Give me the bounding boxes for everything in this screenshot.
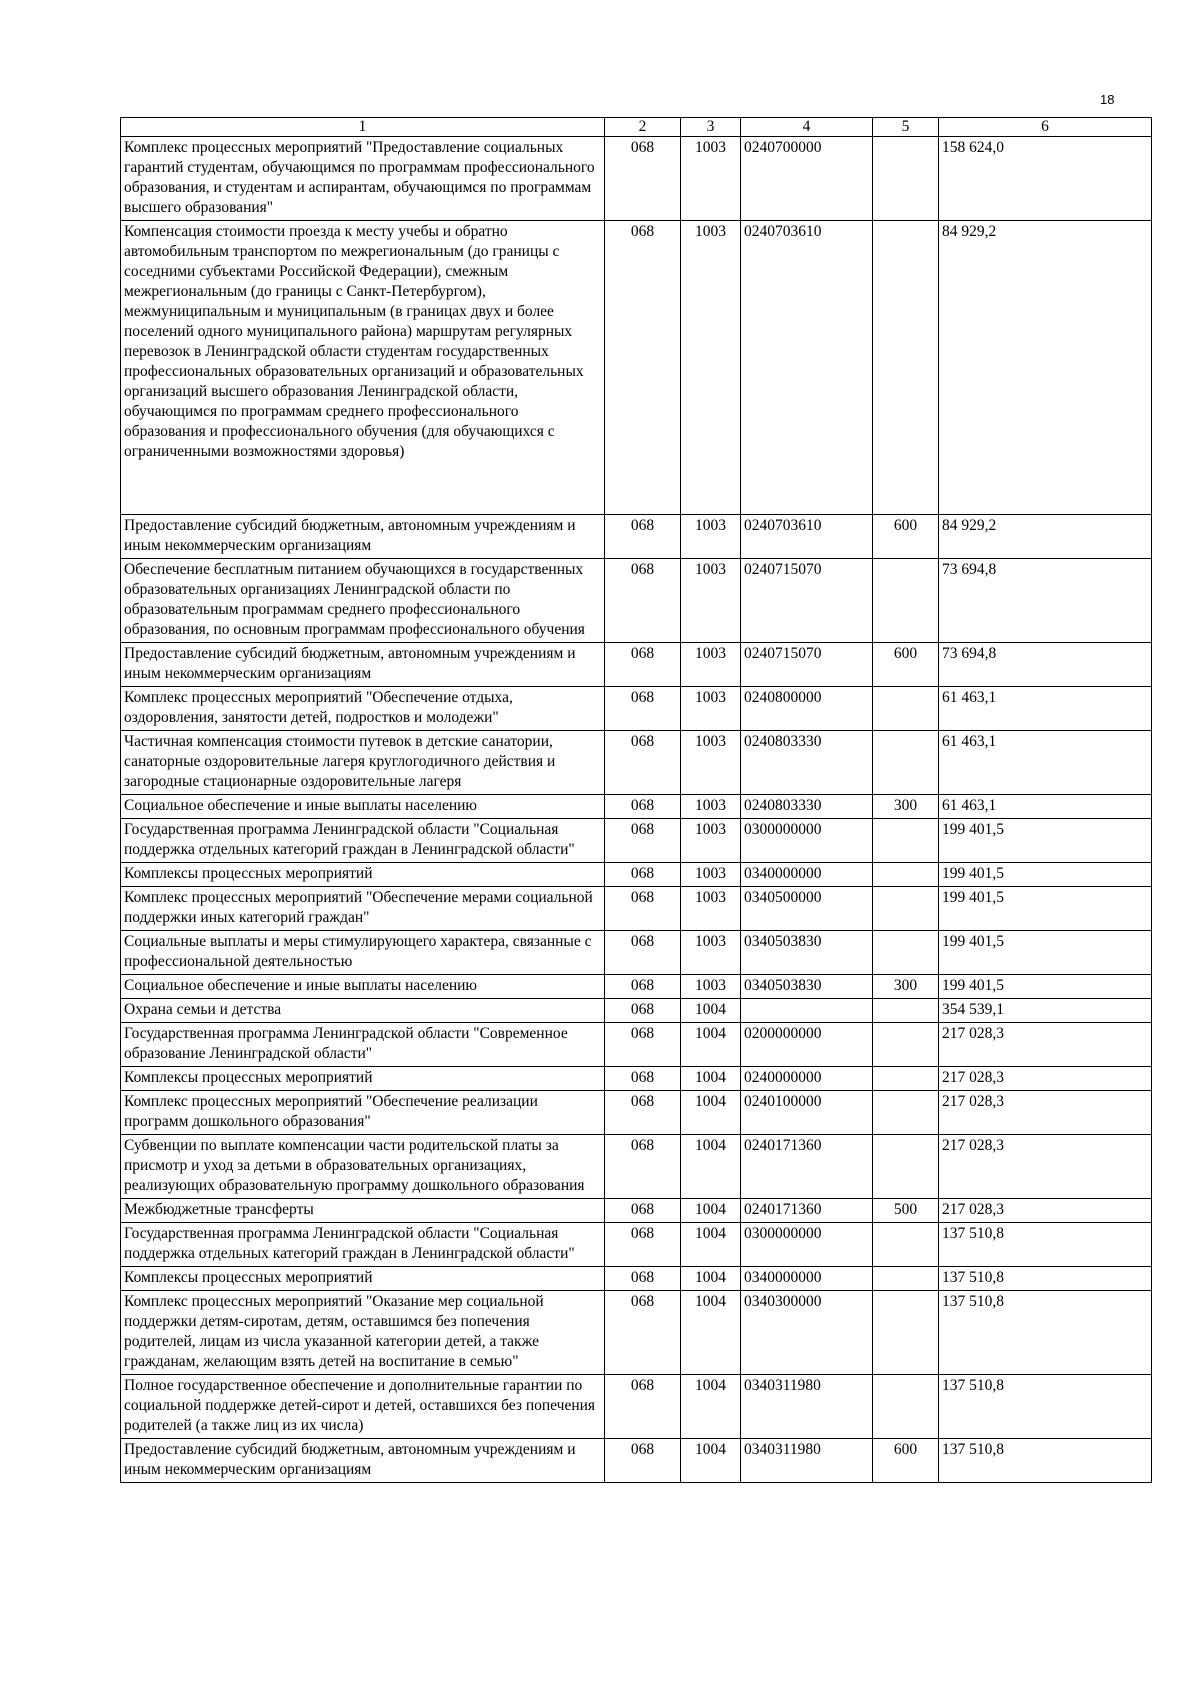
cell-target-code: 0240000000 <box>741 1067 873 1091</box>
cell-section-code: 1003 <box>681 687 741 731</box>
cell-amount: 217 028,3 <box>939 1135 1152 1199</box>
cell-target-code: 0300000000 <box>741 1223 873 1267</box>
table-body <box>121 137 1152 1483</box>
cell-target-code: 0240703610 <box>741 515 873 559</box>
cell-ministry-code: 068 <box>605 731 681 795</box>
cell-expense-type <box>873 731 939 795</box>
column-header-5: 5 <box>873 118 939 137</box>
cell-target-code: 0340311980 <box>741 1375 873 1439</box>
cell-expense-type <box>873 931 939 975</box>
table-row <box>121 999 1152 1023</box>
cell-expense-type <box>873 1291 939 1375</box>
cell-expense-type: 600 <box>873 643 939 687</box>
table-row <box>121 1439 1152 1483</box>
cell-amount: 354 539,1 <box>939 999 1152 1023</box>
cell-target-code: 0240800000 <box>741 687 873 731</box>
cell-ministry-code: 068 <box>605 975 681 999</box>
table-row <box>121 731 1152 795</box>
cell-amount: 199 401,5 <box>939 887 1152 931</box>
cell-target-code: 0240803330 <box>741 795 873 819</box>
cell-ministry-code: 068 <box>605 1375 681 1439</box>
cell-expense-type <box>873 999 939 1023</box>
table-row <box>121 643 1152 687</box>
cell-expense-type: 300 <box>873 975 939 999</box>
cell-target-code: 0340503830 <box>741 931 873 975</box>
cell-expense-type <box>873 1135 939 1199</box>
cell-section-code: 1003 <box>681 559 741 643</box>
cell-section-code: 1003 <box>681 221 741 515</box>
table-row <box>121 515 1152 559</box>
column-header-1: 1 <box>121 118 605 137</box>
cell-target-code: 0200000000 <box>741 1023 873 1067</box>
cell-section-code: 1004 <box>681 1267 741 1291</box>
cell-amount: 199 401,5 <box>939 975 1152 999</box>
cell-name: Государственная программа Ленинградской области "Социальная поддержка отдельных категорий граждан в Ленинградской области" <box>121 819 605 863</box>
cell-expense-type <box>873 1267 939 1291</box>
cell-ministry-code: 068 <box>605 1067 681 1091</box>
cell-section-code: 1003 <box>681 931 741 975</box>
cell-target-code: 0340300000 <box>741 1291 873 1375</box>
table-header <box>121 118 1152 137</box>
cell-name: Компенсация стоимости проезда к месту учебы и обратно автомобильным транспортом по межрегиональным (до границы с соседними субъектами Российской Федерации), смежным межрегиональным (до границы с Санкт-Петербургом), межмуниципальным и муниципальным (в границах двух и более поселений одного муниципального района) маршрутам регулярных перевозок в Ленинградской области студентам государственных профессиональных образовательных организаций и образовательных организаций высшего образования Ленинградской области, обучающимся по программам среднего профессионального образования и профессионального обучения (для обучающихся с ограниченными возможностями здоровья) <box>121 221 605 515</box>
cell-name: Комплекс процессных мероприятий "Оказание мер социальной поддержки детям-сиротам, детям, оставшимся без попечения родителей, лицам из числа указанной категории детей, а также гражданам, желающим взять детей на воспитание в семью" <box>121 1291 605 1375</box>
cell-ministry-code: 068 <box>605 1023 681 1067</box>
table-row <box>121 819 1152 863</box>
cell-section-code: 1003 <box>681 137 741 221</box>
cell-ministry-code: 068 <box>605 819 681 863</box>
cell-target-code: 0340500000 <box>741 887 873 931</box>
cell-ministry-code: 068 <box>605 795 681 819</box>
cell-expense-type <box>873 221 939 515</box>
cell-expense-type <box>873 863 939 887</box>
table-row <box>121 887 1152 931</box>
cell-name: Межбюджетные трансферты <box>121 1199 605 1223</box>
cell-amount: 217 028,3 <box>939 1023 1152 1067</box>
cell-target-code: 0300000000 <box>741 819 873 863</box>
column-header-2: 2 <box>605 118 681 137</box>
cell-amount: 137 510,8 <box>939 1223 1152 1267</box>
column-header-6: 6 <box>939 118 1152 137</box>
cell-target-code: 0240715070 <box>741 559 873 643</box>
cell-expense-type <box>873 1223 939 1267</box>
cell-name: Субвенции по выплате компенсации части родительской платы за присмотр и уход за детьми в образовательных организациях, реализующих образовательную программу дошкольного образования <box>121 1135 605 1199</box>
cell-target-code <box>741 999 873 1023</box>
cell-target-code: 0240171360 <box>741 1199 873 1223</box>
cell-ministry-code: 068 <box>605 1091 681 1135</box>
table-row <box>121 795 1152 819</box>
cell-name: Предоставление субсидий бюджетным, автономным учреждениям и иным некоммерческим организациям <box>121 1439 605 1483</box>
cell-ministry-code: 068 <box>605 931 681 975</box>
cell-target-code: 0340311980 <box>741 1439 873 1483</box>
cell-ministry-code: 068 <box>605 863 681 887</box>
table-row <box>121 1091 1152 1135</box>
cell-amount: 217 028,3 <box>939 1199 1152 1223</box>
cell-amount: 199 401,5 <box>939 863 1152 887</box>
cell-name: Комплексы процессных мероприятий <box>121 1067 605 1091</box>
cell-name: Комплекс процессных мероприятий "Обеспечение мерами социальной поддержки иных категорий граждан" <box>121 887 605 931</box>
cell-name: Государственная программа Ленинградской области "Социальная поддержка отдельных категорий граждан в Ленинградской области" <box>121 1223 605 1267</box>
cell-amount: 73 694,8 <box>939 559 1152 643</box>
table-row <box>121 975 1152 999</box>
cell-section-code: 1004 <box>681 1067 741 1091</box>
cell-expense-type: 500 <box>873 1199 939 1223</box>
column-header-4: 4 <box>741 118 873 137</box>
cell-ministry-code: 068 <box>605 1439 681 1483</box>
table-row <box>121 1291 1152 1375</box>
cell-amount: 73 694,8 <box>939 643 1152 687</box>
cell-ministry-code: 068 <box>605 137 681 221</box>
cell-section-code: 1003 <box>681 975 741 999</box>
cell-expense-type <box>873 819 939 863</box>
cell-name: Социальное обеспечение и иные выплаты населению <box>121 795 605 819</box>
cell-name: Охрана семьи и детства <box>121 999 605 1023</box>
cell-ministry-code: 068 <box>605 559 681 643</box>
cell-ministry-code: 068 <box>605 515 681 559</box>
table-row <box>121 559 1152 643</box>
cell-name: Социальное обеспечение и иные выплаты населению <box>121 975 605 999</box>
cell-amount: 84 929,2 <box>939 515 1152 559</box>
cell-ministry-code: 068 <box>605 999 681 1023</box>
cell-name: Предоставление субсидий бюджетным, автономным учреждениям и иным некоммерческим организациям <box>121 643 605 687</box>
cell-section-code: 1004 <box>681 1291 741 1375</box>
table-row <box>121 1375 1152 1439</box>
cell-ministry-code: 068 <box>605 1199 681 1223</box>
cell-section-code: 1004 <box>681 1023 741 1067</box>
cell-section-code: 1004 <box>681 1135 741 1199</box>
cell-amount: 199 401,5 <box>939 931 1152 975</box>
cell-amount: 137 510,8 <box>939 1267 1152 1291</box>
cell-expense-type <box>873 137 939 221</box>
table-row <box>121 221 1152 515</box>
cell-amount: 217 028,3 <box>939 1067 1152 1091</box>
cell-target-code: 0240703610 <box>741 221 873 515</box>
cell-ministry-code: 068 <box>605 221 681 515</box>
header-row <box>121 118 1152 137</box>
cell-name: Предоставление субсидий бюджетным, автономным учреждениям и иным некоммерческим организациям <box>121 515 605 559</box>
cell-section-code: 1003 <box>681 819 741 863</box>
cell-name: Комплекс процессных мероприятий "Обеспечение реализации программ дошкольного образования" <box>121 1091 605 1135</box>
cell-section-code: 1003 <box>681 887 741 931</box>
cell-amount: 84 929,2 <box>939 221 1152 515</box>
cell-amount: 217 028,3 <box>939 1091 1152 1135</box>
table-row <box>121 931 1152 975</box>
cell-expense-type <box>873 1091 939 1135</box>
cell-amount: 61 463,1 <box>939 731 1152 795</box>
cell-section-code: 1003 <box>681 863 741 887</box>
cell-target-code: 0240171360 <box>741 1135 873 1199</box>
page-number: 18 <box>1100 92 1115 107</box>
cell-target-code: 0240700000 <box>741 137 873 221</box>
cell-expense-type: 300 <box>873 795 939 819</box>
cell-expense-type: 600 <box>873 515 939 559</box>
cell-ministry-code: 068 <box>605 687 681 731</box>
cell-name: Социальные выплаты и меры стимулирующего характера, связанные с профессиональной деятельностью <box>121 931 605 975</box>
cell-section-code: 1003 <box>681 795 741 819</box>
cell-expense-type <box>873 887 939 931</box>
cell-amount: 158 624,0 <box>939 137 1152 221</box>
table-row <box>121 687 1152 731</box>
cell-section-code: 1004 <box>681 999 741 1023</box>
table-row <box>121 137 1152 221</box>
cell-section-code: 1003 <box>681 731 741 795</box>
cell-expense-type <box>873 559 939 643</box>
cell-section-code: 1004 <box>681 1375 741 1439</box>
cell-section-code: 1004 <box>681 1199 741 1223</box>
cell-section-code: 1004 <box>681 1091 741 1135</box>
cell-ministry-code: 068 <box>605 1267 681 1291</box>
column-header-3: 3 <box>681 118 741 137</box>
cell-amount: 61 463,1 <box>939 795 1152 819</box>
table-row <box>121 1023 1152 1067</box>
cell-target-code: 0340000000 <box>741 863 873 887</box>
cell-ministry-code: 068 <box>605 1223 681 1267</box>
budget-table <box>120 117 1152 1483</box>
cell-ministry-code: 068 <box>605 643 681 687</box>
cell-amount: 137 510,8 <box>939 1375 1152 1439</box>
cell-target-code: 0340503830 <box>741 975 873 999</box>
cell-amount: 137 510,8 <box>939 1291 1152 1375</box>
cell-section-code: 1003 <box>681 515 741 559</box>
cell-name: Комплекс процессных мероприятий "Предоставление социальных гарантий студентам, обучающимся по программам профессионального образования, и студентам и аспирантам, обучающимся по программам высшего образования" <box>121 137 605 221</box>
cell-name: Комплекс процессных мероприятий "Обеспечение отдыха, оздоровления, занятости детей, подростков и молодежи" <box>121 687 605 731</box>
cell-target-code: 0240100000 <box>741 1091 873 1135</box>
cell-name: Обеспечение бесплатным питанием обучающихся в государственных образовательных организациях Ленинградской области по образовательным программам среднего профессионального образования, по основным программам профессионального обучения <box>121 559 605 643</box>
cell-target-code: 0340000000 <box>741 1267 873 1291</box>
cell-section-code: 1004 <box>681 1223 741 1267</box>
cell-expense-type <box>873 687 939 731</box>
table-row <box>121 1067 1152 1091</box>
cell-target-code: 0240803330 <box>741 731 873 795</box>
cell-section-code: 1004 <box>681 1439 741 1483</box>
cell-expense-type <box>873 1067 939 1091</box>
cell-section-code: 1003 <box>681 643 741 687</box>
cell-name: Полное государственное обеспечение и дополнительные гарантии по социальной поддержке детей-сирот и детей, оставшихся без попечения родителей (а также лиц из их числа) <box>121 1375 605 1439</box>
cell-amount: 137 510,8 <box>939 1439 1152 1483</box>
cell-name: Комплексы процессных мероприятий <box>121 1267 605 1291</box>
cell-name: Комплексы процессных мероприятий <box>121 863 605 887</box>
cell-target-code: 0240715070 <box>741 643 873 687</box>
cell-ministry-code: 068 <box>605 1291 681 1375</box>
table-row <box>121 1199 1152 1223</box>
cell-ministry-code: 068 <box>605 1135 681 1199</box>
cell-expense-type: 600 <box>873 1439 939 1483</box>
cell-expense-type <box>873 1375 939 1439</box>
cell-amount: 61 463,1 <box>939 687 1152 731</box>
cell-amount: 199 401,5 <box>939 819 1152 863</box>
table-row <box>121 863 1152 887</box>
table-row <box>121 1267 1152 1291</box>
cell-expense-type <box>873 1023 939 1067</box>
cell-ministry-code: 068 <box>605 887 681 931</box>
cell-name: Частичная компенсация стоимости путевок в детские санатории, санаторные оздоровительные лагеря круглогодичного действия и загородные стационарные оздоровительные лагеря <box>121 731 605 795</box>
table-row <box>121 1223 1152 1267</box>
table-row <box>121 1135 1152 1199</box>
cell-name: Государственная программа Ленинградской области "Современное образование Ленинградской области" <box>121 1023 605 1067</box>
